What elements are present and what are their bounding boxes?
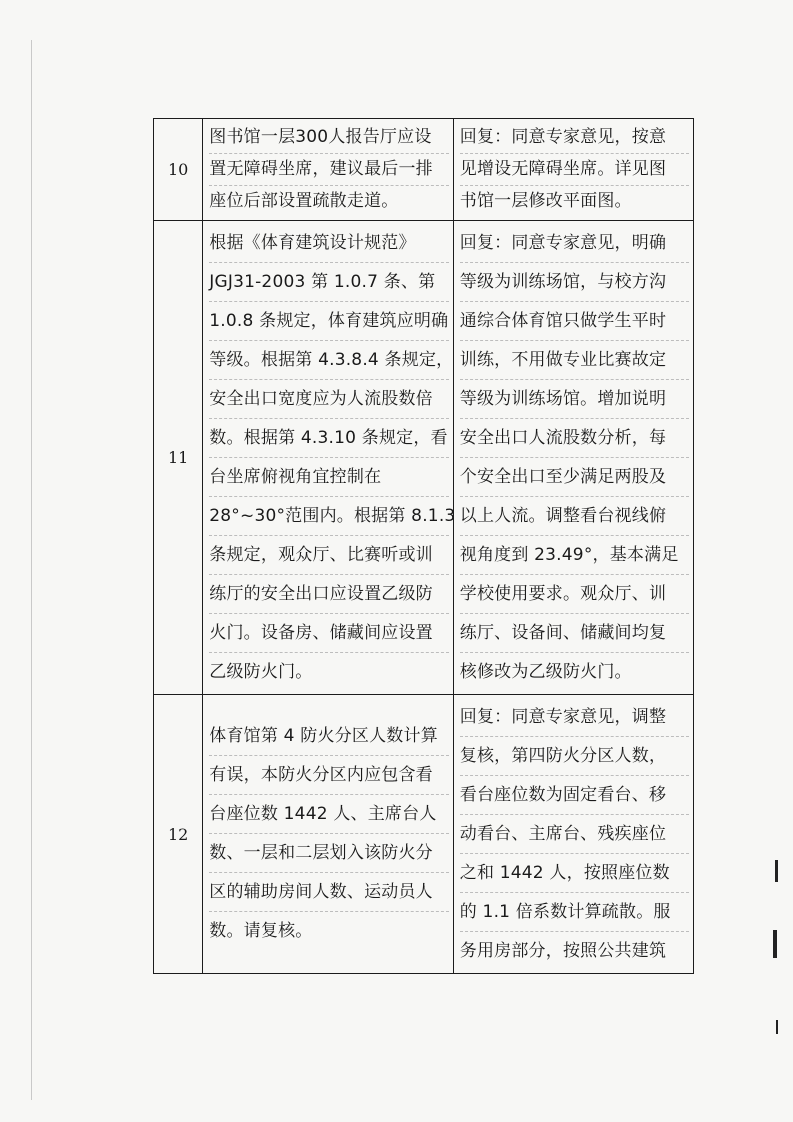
expert-comment-cell <box>203 221 456 695</box>
comment-line: 体育馆第 4 防火分区人数计算 <box>209 717 448 756</box>
comment-line: 图书馆一层300人报告厅应设 <box>209 122 448 154</box>
reply-line: 务用房部分，按照公共建筑 <box>459 941 667 961</box>
reply-line: 等级为训练场馆。增加说明 <box>460 380 689 419</box>
reply-cell <box>453 695 693 974</box>
page-edge-line <box>31 40 32 1100</box>
comment-line: 练厅的安全出口应设置乙级防 <box>209 575 448 614</box>
reply-line: 回复：同意专家意见，明确 <box>460 224 689 263</box>
reply-line: 以上人流。调整看台视线俯 <box>460 497 689 536</box>
row-number: 11 <box>154 221 203 695</box>
comment-line: 根据《体育建筑设计规范》 <box>209 224 448 263</box>
comment-line: 等级。根据第 4.3.8.4 条规定， <box>209 341 448 380</box>
comment-line: 28°~30°范围内。根据第 8.1.3 <box>209 497 448 536</box>
reply-line: 回复：同意专家意见，调整 <box>460 698 689 737</box>
comment-line: 有误，本防火分区内应包含看 <box>209 756 448 795</box>
scan-mark <box>776 1020 778 1034</box>
reply-line: 视角度到 23.49°，基本满足 <box>460 536 689 575</box>
reply-line: 安全出口人流股数分析，每 <box>460 419 689 458</box>
comment-line: 数、一层和二层划入该防火分 <box>209 834 448 873</box>
reply-line: 书馆一层修改平面图。 <box>459 191 632 211</box>
reply-line: 的 1.1 倍系数计算疏散。服 <box>460 893 689 932</box>
scan-mark <box>773 930 777 958</box>
reply-line: 动看台、主席台、残疾座位 <box>460 815 689 854</box>
row-number: 10 <box>154 119 203 221</box>
scan-mark <box>775 860 778 882</box>
comment-line: 数。请复核。 <box>209 921 313 941</box>
table-row <box>154 695 694 974</box>
reply-line: 见增设无障碍坐席。详见图 <box>460 154 689 186</box>
comment-line: 座位后部设置疏散走道。 <box>209 191 399 211</box>
reply-cell <box>453 119 693 221</box>
expert-comment-cell <box>203 119 453 221</box>
reply-line: 回复：同意专家意见，按意 <box>460 122 689 154</box>
comment-line: JGJ31-2003 第 1.0.7 条、第 <box>209 263 448 302</box>
comment-line: 台坐席俯视角宜控制在 <box>209 458 448 497</box>
comment-line: 台座位数 1442 人、主席台人 <box>209 795 448 834</box>
table-row <box>154 221 694 695</box>
comment-line: 1.0.8 条规定，体育建筑应明确 <box>209 302 448 341</box>
expert-comment-cell <box>203 695 453 974</box>
reply-line: 核修改为乙级防火门。 <box>459 662 632 682</box>
comment-line: 条规定，观众厅、比赛听或训 <box>209 536 448 575</box>
reply-line: 等级为训练场馆，与校方沟 <box>460 263 689 302</box>
comment-line: 火门。设备房、储藏间应设置 <box>209 614 448 653</box>
comment-line: 数。根据第 4.3.10 条规定，看 <box>209 419 448 458</box>
reply-line: 看台座位数为固定看台、移 <box>460 776 689 815</box>
reply-line: 学校使用要求。观众厅、训 <box>460 575 689 614</box>
reply-line: 个安全出口至少满足两股及 <box>460 458 689 497</box>
reply-line: 之和 1442 人，按照座位数 <box>460 854 689 893</box>
reply-line: 练厅、设备间、储藏间均复 <box>460 614 689 653</box>
reply-cell <box>453 221 693 695</box>
reply-line: 复核，第四防火分区人数， <box>460 737 689 776</box>
table-row <box>154 119 694 221</box>
comment-line: 乙级防火门。 <box>209 662 313 682</box>
comment-line: 置无障碍坐席，建议最后一排 <box>209 154 448 186</box>
reply-line: 通综合体育馆只做学生平时 <box>460 302 689 341</box>
row-number: 12 <box>154 695 203 974</box>
review-table <box>153 118 694 974</box>
comment-line: 安全出口宽度应为人流股数倍 <box>209 380 448 419</box>
comment-line: 区的辅助房间人数、运动员人 <box>209 873 448 912</box>
reply-line: 训练，不用做专业比赛故定 <box>460 341 689 380</box>
